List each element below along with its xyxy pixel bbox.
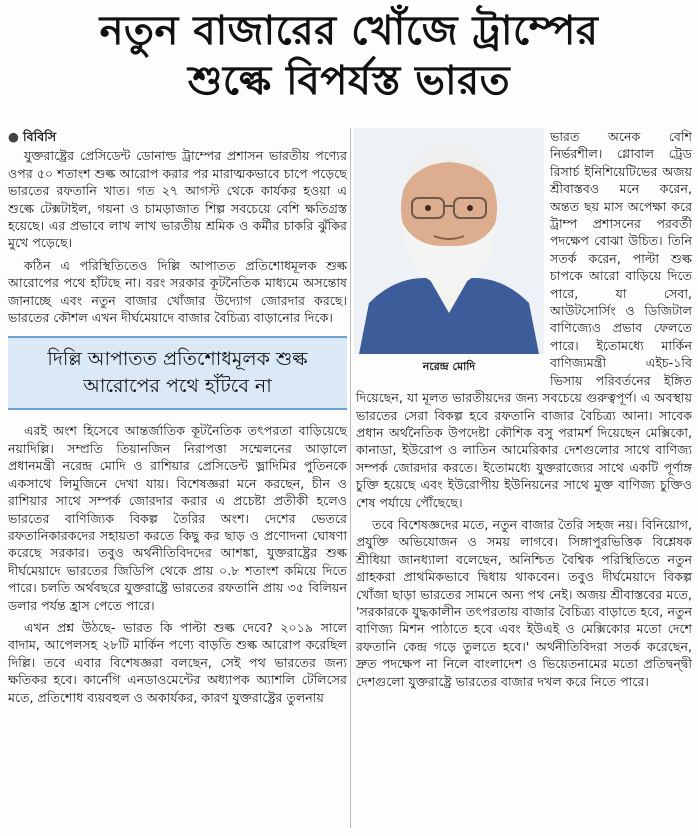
article-paragraph: এরই অংশ হিসেবে আন্তর্জাতিক কূটনৈতিক তৎপরতা বাড়িয়েছে নয়াদিল্লি। সম্প্রতি তিয়ানজিন নিরাপত্তা সম্মেলনের আড়ালে প্রধানমন্ত্রী নরেন্দ্র মোদি ও রাশিয়ার প্রেসিডেন্ট ভ্লাদিমির পুতিনকে একসাথে লিমুজিনে দেখা যায়। বিশেষজ্ঞরা মনে করছেন, চীন ও রাশিয়ার সাথে সম্পর্ক জোরদার করার এ প্রচেষ্টা প্রতীকী হলেও ভারতের বাণিজ্যিক বিকল্প তৈরির অংশ। দেশের ভেতরে রফতানিকারকদের সহায়তা করতে কিছু কর ছাড় ও প্রণোদনা ঘোষণা করেছে সরকার। তবুও অর্থনীতিবিদদের আশঙ্কা, যুক্তরাষ্ট্রের শুল্ক দীর্ঘমেয়াদে ভারতের জিডিপি থেকে প্রায় ০.৮ শতাংশ কমিয়ে দিতে পারে। চলতি অর্থবছরে যুক্তরাষ্ট্রে ভারতের রফতানি প্রায় ৩৫ বিলিয়ন ডলার পর্যন্ত হ্রাস পেতে পারে।: [8, 423, 347, 613]
source-line: [8, 128, 347, 145]
photo-block: [354, 128, 544, 375]
headline-line-1: নতুন বাজারের খোঁজে ট্রাম্পের: [99, 8, 599, 54]
right-column: [356, 128, 692, 695]
headline: [0, 6, 698, 106]
headline-line-2: শুল্কে বিপর্যস্ত ভারত: [187, 58, 511, 104]
column-divider: [350, 128, 351, 828]
photo-caption: নরেন্দ্র মোদি: [422, 360, 476, 373]
portrait-photo: [354, 128, 544, 354]
bullet-icon: ●: [8, 129, 19, 144]
source-label: বিবিসি: [23, 129, 57, 144]
article-paragraph: তবে বিশেষজ্ঞদের মতে, নতুন বাজার তৈরি সহজ নয়। বিনিয়োগ, প্রযুক্তি অভিযোজন ও সময় লাগবে। সিঙ্গাপুরভিত্তিক বিশ্লেষক শ্রীধিয়া জানধ্যালা বলেছেন, অনিশ্চিত বৈশ্বিক পরিস্থিতিতে নতুন গ্রাহকরা প্রাথমিকভাবে দ্বিধায় থাকবেন। তবুও দীর্ঘমেয়াদে বিকল্প খোঁজা ছাড়া ভারতের সামনে অন্য পথ নেই। অজয় শ্রীবাস্তবের মতে, 'সরকারকে যুদ্ধকালীন তৎপরতায় বাজার বৈচিত্র্য বাড়াতে হবে, নতুন বাণিজ্য মিশন পাঠাতে হবে এবং ইউএই ও মেক্সিকোর মতো দেশে রফতানি কেন্দ্র গড়ে তুলতে হবে।' অর্থনীতিবিদরা সতর্ক করেছেন, দ্রুত পদক্ষেপ না নিলে বাংলাদেশ ও ভিয়েতনামের মতো প্রতিদ্বন্দ্বী দেশগুলো যুক্তরাষ্ট্রে ভারতের বাজার দখল করে নিতে পারে।: [356, 516, 692, 689]
article-paragraph: যুক্তরাষ্ট্রের প্রেসিডেন্ট ডোনাল্ড ট্রাম্পের প্রশাসন ভারতীয় পণ্যের ওপর ৫০ শতাংশ শুল্ক আরোপ করার পর মারাত্মকভাবে চাপে পড়েছে ভারতের রফতানি খাত। গত ২৭ আগস্ট থেকে কার্যকর হওয়া এ শুল্কে টেক্সটাইল, গয়না ও চামড়াজাত শিল্প সবচেয়ে বেশি ক্ষতিগ্রস্ত হয়েছে। এর প্রভাবে লাখ লাখ ভারতীয় শ্রমিক ও কর্মীর চাকরি ঝুঁকির মুখে পড়েছে।: [8, 148, 347, 251]
article-paragraph: এখন প্রশ্ন উঠছে- ভারত কি পাল্টা শুল্ক দেবে? ২০১৯ সালে বাদাম, আপেলসহ ২৮টি মার্কিন পণ্যে বাড়তি শুল্ক আরোপ করেছিল দিল্লি। তবে এবার বিশেষজ্ঞরা বলছেন, সেই পথ ভারতের জন্য ক্ষতিকর হবে। কার্নেগি এনডাওমেন্টের অধ্যাপক অ্যাশলি টেলিসের মতে, প্রতিশোধ ব্যয়বহুল ও অকার্যকর, কারণ যুক্তরাষ্ট্রের তুলনায়: [8, 619, 347, 705]
pull-quote: দিল্লি আপাতত প্রতিশোধমূলক শুল্ক আরোপের পথে হাঁটবে না: [8, 336, 347, 410]
article-paragraph: কঠিন এ পরিস্থিতিতেও দিল্লি আপাতত প্রতিশোধমূলক শুল্ক আরোপের পথে হাঁটছে না। বরং সরকার কূটনৈতিক মাধ্যমে অসন্তোষ জানাচ্ছে এবং নতুন বাজার খোঁজার উদ্যোগ জোরদার করছে। ভারতের কৌশল এখন দীর্ঘমেয়াদে বাজার বৈচিত্র্য বাড়ানোর দিকে।: [8, 257, 347, 326]
portrait-illustration: [354, 128, 544, 354]
article-paragraph: ভারত অনেক বেশি নির্ভরশীল। গ্লোবাল ট্রেড রিসার্চ ইনিশিয়েটিভের অজয় শ্রীবাস্তবও মনে করেন, অন্তত ছয় মাস অপেক্ষা করে ট্রাম্প প্রশাসনের পরবর্তী পদক্ষেপ বোঝা উচিত। তিনি সতর্ক করেন, পাল্টা শুল্ক চাপকে আরো বাড়িয়ে দিতে পারে, যা সেবা, আউটসোর্সিং ও ডিজিটাল বাণিজ্যেও প্রভাব ফেলতে পারে। ইতোমধ্যে মার্কিন বাণিজ্যমন্ত্রী এইচ-১বি ভিসায় পরিবর্তনের ইঙ্গিত দিয়েছেন, যা মূলত ভারতীয়দের জন্য সবচেয়ে গুরুত্বপূর্ণ। এ অবস্থায় ভারতের সেরা বিকল্প হবে রফতানি বাজার বৈচিত্র্য আনা। সাবেক প্রধান অর্থনৈতিক উপদেষ্টা কৌশিক বসু পরামর্শ দিয়েছেন মেক্সিকো, কানাডা, ইউরোপ ও লাতিন আমেরিকার দেশগুলোর সাথে বাণিজ্য সম্পর্ক জোরদার করতে। ইতোমধ্যে যুক্তরাজ্যের সাথে একটি পূর্ণাঙ্গ চুক্তি হয়েছে এবং ইউরোপীয় ইউনিয়নের সাথে মুক্ত বাণিজ্য চুক্তিও শেষ পর্যায়ে পৌঁছেছে।: [356, 129, 692, 510]
left-column: [8, 128, 347, 711]
